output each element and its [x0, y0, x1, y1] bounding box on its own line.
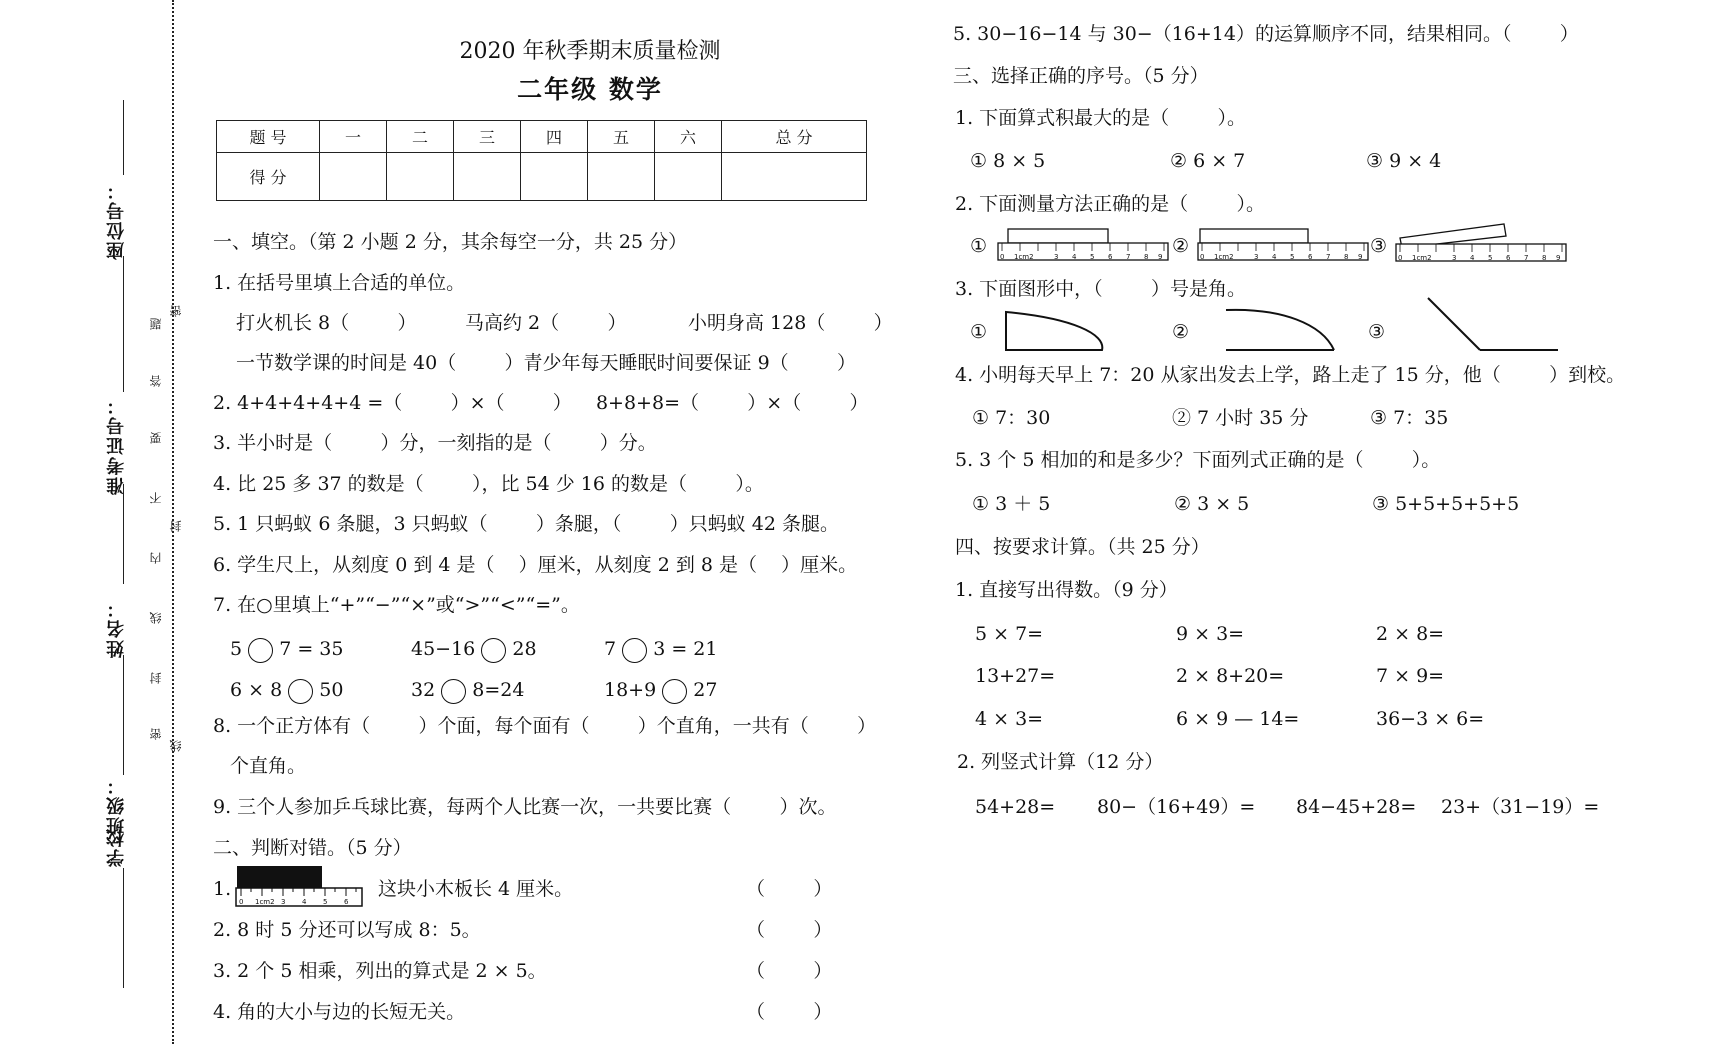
seat-underline [123, 100, 124, 175]
choice-q1: 1. 下面算式积最大的是（ ）。 [955, 107, 1246, 129]
notice-char: 线 [169, 740, 183, 752]
ruler-tick-label: 9 [1358, 253, 1363, 261]
part1-q2: 2. 4+4+4+4+4 =（ ）×（ ） 8+8+8=（ ）×（ ） [213, 392, 869, 414]
part1-q1: 1. 在括号里填上合适的单位。 [213, 272, 466, 294]
ruler-tick-label: 7 [1126, 253, 1131, 261]
exam-title: 2020 年秋季期末质量检测 [459, 39, 721, 64]
vertical-calc-item: 80−（16+49）= [1097, 796, 1256, 818]
part1-q7: 7. 在○里填上“+”“−”“×”或“>”“<”“=”。 [213, 594, 580, 616]
choice-option[interactable]: ① 7：30 [972, 407, 1051, 429]
ruler-tick-label: 3 [1054, 253, 1059, 261]
q7-right: 7 = 35 [279, 638, 344, 660]
part1-q6: 6. 学生尺上，从刻度 0 到 4 是（ ）厘米，从刻度 2 到 8 是（ ）厘米。 [213, 554, 858, 576]
q7-item [604, 678, 717, 704]
score-head-cell: 题 号 [217, 121, 320, 153]
notice-char: 内 [149, 552, 163, 564]
ruler-tick-label: 0 [239, 898, 244, 906]
judge-num: 1. [213, 878, 232, 900]
wood-board [237, 866, 322, 888]
vertical-calc-item: 84−45+28= [1296, 796, 1417, 818]
q7-circle-blank[interactable] [662, 679, 687, 704]
ruler-tick-label: 7 [1524, 254, 1529, 262]
ruler-tick-label: 4 [1470, 254, 1475, 262]
ruler-tick-label: 5 [323, 898, 328, 906]
q7-item [411, 678, 524, 704]
judge-paren[interactable]: （ ） [746, 960, 833, 982]
notice-char: 答 [149, 375, 163, 387]
school-label: 学校 [106, 827, 127, 867]
q7-right: 27 [693, 679, 718, 701]
notice-char: 线 [149, 612, 163, 624]
notice-char: 要 [149, 432, 163, 444]
score-cell[interactable] [521, 153, 588, 201]
score-cell[interactable] [722, 153, 867, 201]
notice-char: 不 [149, 492, 163, 504]
choice-option[interactable]: ② 6 × 7 [1170, 150, 1246, 172]
score-head-cell: 五 [588, 121, 655, 153]
part1-q9: 9. 三个人参加乒乓球比赛，每两个人比赛一次，一共要比赛（ ）次。 [213, 796, 837, 818]
calc-item: 9 × 3= [1176, 623, 1245, 645]
shape-option-1-image [1002, 304, 1112, 354]
ruler-tick-label: 1cm2 [1214, 253, 1234, 261]
notice-char: 题 [149, 318, 163, 330]
part1-q4: 4. 比 25 多 37 的数是（ ），比 54 少 16 的数是（ ）。 [213, 473, 764, 495]
part1-q5: 5. 1 只蚂蚁 6 条腿，3 只蚂蚁（ ）条腿，（ ）只蚂蚁 42 条腿。 [213, 513, 839, 535]
q7-item [411, 637, 537, 663]
notice-char: 密 [169, 305, 183, 317]
ruler-tick-label: 6 [1308, 253, 1313, 261]
part1-title: 一、填空。（第 2 小题 2 分，其余每空一分，共 25 分） [213, 231, 688, 253]
choice-q5: 5. 3 个 5 相加的和是多少？下面列式正确的是（ ）。 [955, 449, 1441, 471]
choice-q2: 2. 下面测量方法正确的是（ ）。 [955, 193, 1265, 215]
score-cell[interactable] [588, 153, 655, 201]
q7-circle-blank[interactable] [441, 679, 466, 704]
judge-paren[interactable]: （ ） [746, 1001, 833, 1023]
score-cell[interactable] [454, 153, 521, 201]
choice-q3: 3. 下面图形中，（ ）号是角。 [955, 278, 1246, 300]
exam-no-label: 准考证号： [106, 395, 127, 495]
vertical-calc-item: 23+（31−19）= [1441, 796, 1600, 818]
judge-text: 4. 角的大小与边的长短无关。 [213, 1001, 466, 1023]
class-underline [123, 655, 124, 775]
part1-q8-cont: 个直角。 [230, 755, 307, 777]
q7-left: 5 [230, 638, 243, 660]
score-head-cell: 三 [454, 121, 521, 153]
choice-mark[interactable]: ③ [1370, 235, 1388, 257]
ruler-tick-label: 5 [1090, 253, 1095, 261]
part1-q8: 8. 一个正方体有（ ）个面，每个面有（ ）个直角，一共有（ ） [213, 715, 877, 737]
ruler-tick-label: 4 [1272, 253, 1277, 261]
q7-circle-blank[interactable] [288, 679, 313, 704]
choice-mark[interactable]: ① [970, 321, 988, 343]
choice-option[interactable]: ② 3 × 5 [1174, 493, 1250, 515]
ruler-tick-label: 1cm2 [1014, 253, 1034, 261]
calc-q1: 1. 直接写出得数。（9 分） [955, 579, 1178, 601]
q7-right: 28 [512, 638, 537, 660]
part2-title: 二、判断对错。（5 分） [213, 837, 412, 859]
ruler-tick-label: 9 [1158, 253, 1163, 261]
q7-left: 6 × 8 [230, 679, 283, 701]
wood-board-ruler-image [235, 866, 365, 908]
score-head-cell: 总 分 [722, 121, 867, 153]
score-cell[interactable] [387, 153, 454, 201]
q7-item [604, 637, 717, 663]
choice-option[interactable]: ② 7 小时 35 分 [1172, 407, 1309, 429]
choice-option[interactable]: ③ 5+5+5+5+5 [1372, 493, 1520, 515]
part1-q1d: 一节数学课的时间是 40（ ）青少年每天睡眠时间要保证 9（ ） [236, 352, 856, 374]
score-head-cell: 四 [521, 121, 588, 153]
score-row-label: 得 分 [217, 153, 320, 201]
calc-item: 2 × 8= [1376, 623, 1445, 645]
choice-option[interactable]: ③ 7：35 [1370, 407, 1449, 429]
choice-mark[interactable]: ② [1172, 235, 1190, 257]
ruler-tick-label: 4 [1072, 253, 1077, 261]
name-underline [123, 484, 124, 584]
q7-left: 32 [411, 679, 436, 701]
exam-no-underline [123, 256, 124, 392]
judge-text: 2. 8 时 5 分还可以写成 8：5。 [213, 919, 481, 941]
q7-left: 7 [604, 638, 617, 660]
score-head-cell: 二 [387, 121, 454, 153]
q7-right: 8=24 [472, 679, 525, 701]
choice-option[interactable]: ① 8 × 5 [970, 150, 1046, 172]
part1-q1a: 打火机长 8（ ） [236, 312, 417, 334]
measured-bar [1008, 229, 1108, 243]
name-label: 姓名： [106, 598, 127, 658]
notice-char: 封 [149, 672, 163, 684]
ruler-tick-label: 8 [1542, 254, 1547, 262]
curved-arc [1226, 310, 1334, 350]
notice-char: 密 [149, 728, 163, 740]
calc-item: 36−3 × 6= [1376, 708, 1485, 730]
judge-paren[interactable]: （ ） [746, 878, 833, 900]
shape-option-3-image [1422, 294, 1562, 356]
judge-paren[interactable]: （ ） [746, 919, 833, 941]
ruler-tick-label: 3 [1254, 253, 1259, 261]
calc-item: 7 × 9= [1376, 665, 1445, 687]
calc-item: 6 × 9 — 14= [1176, 708, 1300, 730]
q7-right: 50 [319, 679, 344, 701]
calc-item: 2 × 8+20= [1176, 665, 1285, 687]
calc-q2: 2. 列竖式计算（12 分） [957, 751, 1164, 773]
calc-item: 5 × 7= [975, 623, 1044, 645]
notice-char: 封 [169, 520, 183, 532]
ruler-option-1-image [996, 226, 1171, 264]
score-table [216, 120, 867, 201]
ruler-tick-label: 0 [1398, 254, 1403, 262]
q7-item [230, 678, 343, 704]
ruler-tick-label: 7 [1326, 253, 1331, 261]
class-label: 班级： [106, 775, 127, 835]
part3-title: 三、选择正确的序号。（5 分） [953, 65, 1209, 87]
q7-left: 18+9 [604, 679, 657, 701]
ruler-tick-label: 4 [302, 898, 307, 906]
measured-bar [1200, 229, 1308, 243]
q7-item [230, 637, 343, 663]
score-cell[interactable] [655, 153, 722, 201]
ruler-tick-label: 6 [1108, 253, 1113, 261]
seat-label: 座位号： [106, 180, 127, 260]
school-underline [123, 868, 124, 988]
q7-right: 3 = 21 [653, 638, 718, 660]
q7-left: 45−16 [411, 638, 476, 660]
ruler-tick-label: 6 [1506, 254, 1511, 262]
angle-side [1428, 298, 1480, 350]
calc-item: 13+27= [975, 665, 1056, 687]
ruler-tick-label: 0 [1200, 253, 1205, 261]
choice-option[interactable]: ① 3 ＋ 5 [972, 493, 1051, 515]
score-cell[interactable] [320, 153, 387, 201]
shape-option-2-image [1222, 304, 1342, 354]
ruler-tick-label: 3 [1452, 254, 1457, 262]
part1-q1c: 小明身高 128（ ） [688, 312, 893, 334]
ruler-option-3-image [1392, 220, 1570, 264]
choice-q4: 4. 小明每天早上 7：20 从家出发去上学，路上走了 15 分，他（ ）到校。 [955, 364, 1626, 386]
judge-text: 3. 2 个 5 相乘，列出的算式是 2 × 5。 [213, 960, 547, 982]
ruler-tick-label: 8 [1144, 253, 1149, 261]
vertical-calc-item: 54+28= [975, 796, 1056, 818]
ruler-option-2-image [1196, 226, 1371, 264]
score-head-cell: 一 [320, 121, 387, 153]
ruler-tick-label: 5 [1488, 254, 1493, 262]
judge-text: 这块小木板长 4 厘米。 [378, 878, 574, 900]
calc-item: 4 × 3= [975, 708, 1044, 730]
judge-q5: 5. 30−16−14 与 30−（16+14）的运算顺序不同，结果相同。（ ） [953, 23, 1579, 45]
part1-q3: 3. 半小时是（ ）分，一刻指的是（ ）分。 [213, 432, 657, 454]
choice-mark[interactable]: ① [970, 235, 988, 257]
q7-circle-blank[interactable] [481, 638, 506, 663]
ruler-tick-label: 1cm2 [255, 898, 275, 906]
ruler-tick-label: 6 [344, 898, 349, 906]
ruler-tick-label: 8 [1344, 253, 1349, 261]
ruler-tick-label: 1cm2 [1412, 254, 1432, 262]
q7-circle-blank[interactable] [248, 638, 273, 663]
choice-mark[interactable]: ② [1172, 321, 1190, 343]
curved-shape [1006, 312, 1102, 350]
ruler-tick-label: 9 [1556, 254, 1561, 262]
ruler-tick-label: 3 [281, 898, 286, 906]
score-head-cell: 六 [655, 121, 722, 153]
exam-subtitle: 二年级 数学 [517, 75, 663, 104]
choice-option[interactable]: ③ 9 × 4 [1366, 150, 1442, 172]
choice-mark[interactable]: ③ [1368, 321, 1386, 343]
ruler-tick-label: 0 [1000, 253, 1005, 261]
part1-q1b: 马高约 2（ ） [465, 312, 627, 334]
ruler-tick-label: 5 [1290, 253, 1295, 261]
q7-circle-blank[interactable] [622, 638, 647, 663]
part4-title: 四、按要求计算。（共 25 分） [955, 536, 1210, 558]
